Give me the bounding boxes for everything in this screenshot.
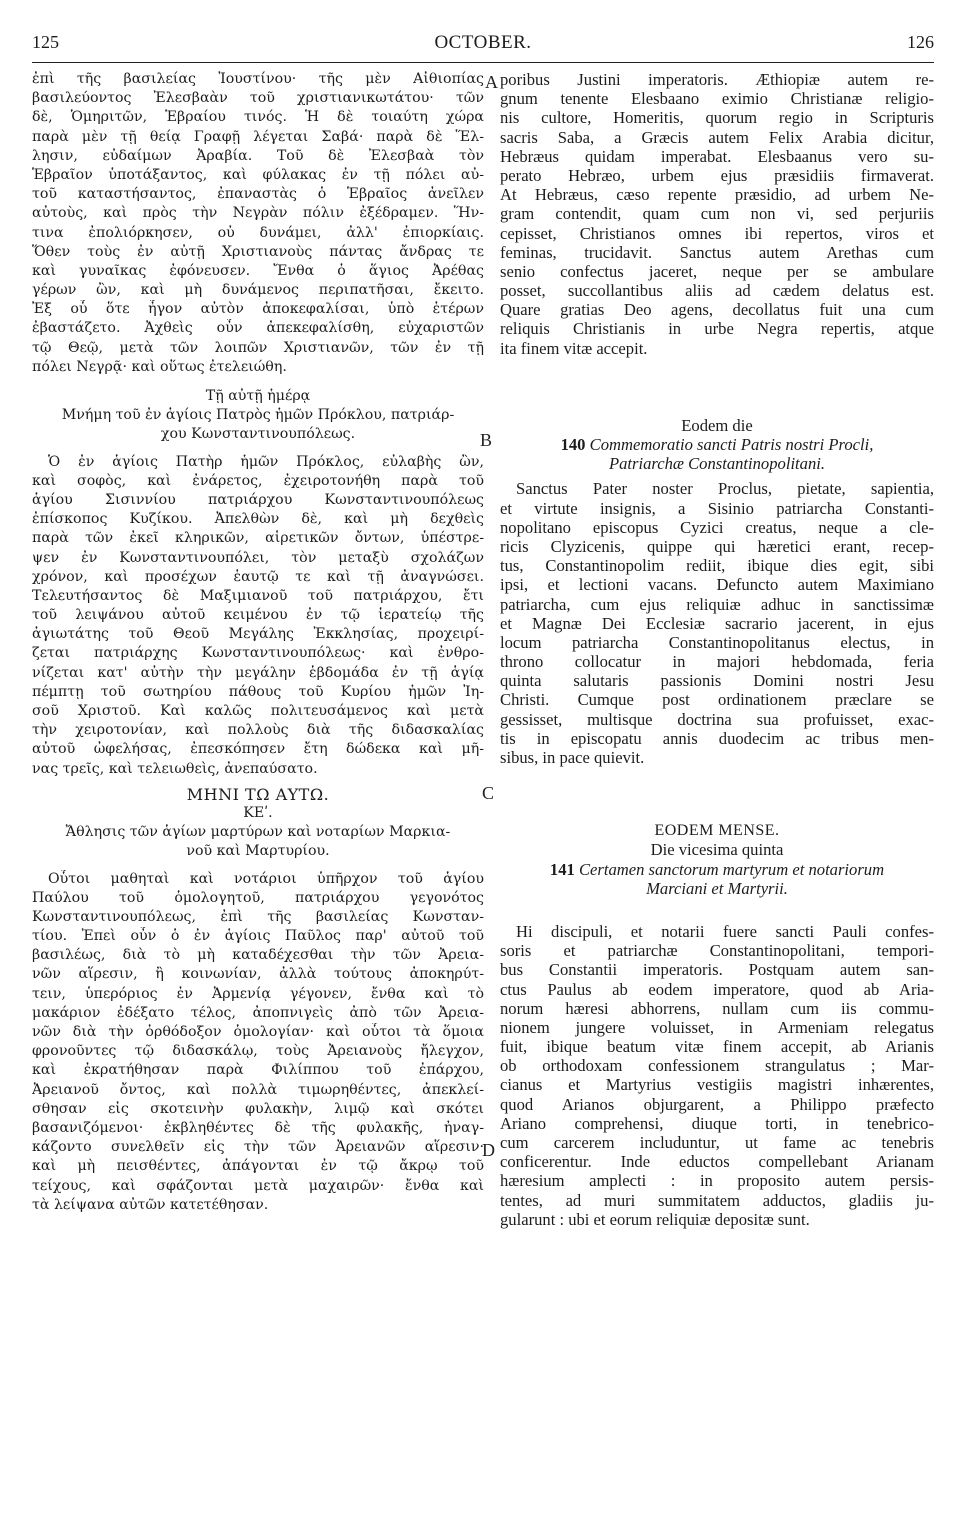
text-line: Quare gratias Deo agens, decollatus fuit una cum xyxy=(500,300,934,320)
latin-heading-eodem-mense: EODEM MENSE. xyxy=(654,822,780,840)
text-line: τὰ λείψανα αὐτῶν κατετέθησαν. xyxy=(32,1196,269,1213)
text-line: gram contendit, quam cum non vi, sed perjuriis xyxy=(500,204,934,224)
text-line: bus Constantii imperatoris. Postquam autem san- xyxy=(500,960,934,980)
text-line: Hebræus quidam imperabat. Elesbaanus vero su- xyxy=(500,146,934,166)
text-line: νας τρεῖς, καὶ τελειωθεὶς, ἀνεπαύσατο. xyxy=(32,760,318,777)
text-line: πέμπτῃ τοῦ σωτηρίου πάθους τοῦ Κυρίου ἡμῶν Ἰη- xyxy=(32,683,484,700)
text-line: Ὅθεν τοὺς ἐν αὐτῇ Χριστιανοὺς πάντας ἄνδρας τε xyxy=(32,243,484,260)
text-line: sibus, in pace quievit. xyxy=(500,748,645,767)
text-line: τὴν χειροτονίαν, καὶ πολλοὺς διὰ τῆς διδασκαλίας xyxy=(32,722,484,739)
text-line: nionem jungere voluisset, in Armeniam relegatus xyxy=(500,1017,934,1037)
text-line: tentes, ad muri summitatem adductos, gladiis ju- xyxy=(500,1190,934,1210)
text-line: λησιν, εὐδαίμων Ἀραβία. Τοῦ δὲ Ἐλεσβαὰ τὸν xyxy=(32,147,484,164)
text-line: χου Κωνσταντινουπόλεως. xyxy=(160,426,356,443)
text-line: Hi discipuli, et notarii fuere sancti Pauli confes- xyxy=(516,921,934,941)
text-line: σθησαν εἰς σκοτεινὴν φυλακὴν, λιμῷ καὶ σκότει xyxy=(32,1100,484,1117)
text-line: tis in episcopatu annis duodecim ac tribus men- xyxy=(500,728,934,748)
latin-heading-certamen-line-2: Marciani et Martyrii. xyxy=(646,878,788,898)
entry-number-140: 140 xyxy=(560,435,586,454)
text-line: senio confectus jaceret, neque per se ambulare xyxy=(500,261,934,281)
latin-heading-certamen xyxy=(500,860,934,879)
text-line: ἐπίσκοπος Κυζίκου. Ἀπελθὼν δὲ, καὶ μὴ δεχθεὶς xyxy=(32,511,484,528)
text-line: nis cultore, Homeritis, quorum regio in Scripturis xyxy=(500,108,934,128)
text-line: cum carcerem includuntur, ut fame ac tenebris xyxy=(500,1133,934,1152)
text-line: σοῦ Χριστοῦ. Καὶ καλῶς πολιτευσάμενος καὶ μετὰ xyxy=(32,703,484,719)
text-line: ψεν ἐν Κωνσταντινουπόλει, τὸν μεταξὺ σχολάζων xyxy=(32,549,484,566)
text-line: throno collocatur in majori hebdomada, feria xyxy=(500,652,934,672)
greek-heading-day-number: ΚΕʹ. xyxy=(243,804,273,821)
text-line: καὶ γυναῖκας ἐφόνευσεν. Ἔνθα ὁ ἅγιος Ἀρέθας xyxy=(32,262,484,279)
text-line: fuit, ibique beatum vitæ finem accepit, ab Arianis xyxy=(500,1037,934,1057)
text-line: καὶ ἐκρατήθησαν παρὰ Φιλίππου τοῦ ἐπάρχου, xyxy=(32,1062,484,1079)
latin-paragraph-proclus xyxy=(500,479,934,767)
text-line: ἁγίου Σισιννίου πατριάρχου Κωνσταντινουπόλεως xyxy=(32,491,484,508)
latin-heading-eodem-die: Eodem die xyxy=(681,415,753,435)
text-line: et virtute insignis, a Sisinio patriarcha Constanti- xyxy=(500,498,934,518)
text-line: patriarcha, cum ejus reliquiæ adhuc in sanctissimæ xyxy=(500,594,934,614)
text-line: βασιλεύοντος Ἐλεσβαὰν τοῦ χριστιανικωτάτου· τῶν xyxy=(32,90,484,107)
header-rule xyxy=(32,62,934,63)
text-line: νοῦ καὶ Μαρτυρίου. xyxy=(186,843,330,860)
text-line: παρὰ τῶν ἐκεῖ κληρικῶν, αἱρετικῶν ὄντων, ὑπέστρε- xyxy=(32,530,484,547)
text-line: τοῦ λειψάνου αὐτοῦ κειμένου ἐν τῷ ἱερατείῳ τῆς xyxy=(32,607,484,624)
text-line: ἐβαστάζετο. Ἀχθεὶς οὖν ἀπεκεφαλίσθη, εὐχαριστῶν xyxy=(32,320,484,337)
text-line: ctus Paulus ab eodem imperatore, quod ab Aria- xyxy=(500,979,934,999)
text-line: φρονοῦντες τῷ διδασκάλῳ, τοὺς Ἀρειανοὺς ἤλεγχον, xyxy=(32,1043,484,1060)
text-line: νίζεται κατ' αὐτὴν τὴν μεγάλην ἑβδομάδα ἐν τῇ ἁγίᾳ xyxy=(32,664,484,681)
text-line: Ὁ ἐν ἁγίοις Πατὴρ ἡμῶν Πρόκλος, εὐλαβὴς ὢν, xyxy=(48,453,484,470)
latin-heading-die-vicesima-quinta: Die vicesima quinta xyxy=(650,840,784,860)
page-number-right: 126 xyxy=(907,32,934,52)
text-line: ipsi, et lectioni vacans. Defuncto autem Maximiano xyxy=(500,575,934,595)
text-line: τοῦ καταστήσαντος, ἐπαναστὰς ὁ Ἑβραῖος ἀνεῖλεν xyxy=(32,186,484,203)
text-line: soris et patriarchæ Constantinopolitani, tempori- xyxy=(500,941,934,961)
text-line: poribus Justini imperatoris. Æthiopiæ autem re- xyxy=(500,70,934,89)
text-line: et Magnæ Dei Ecclesiæ sacrario jacerent, in ejus xyxy=(500,613,934,633)
text-line: locum patriarcha Constantinopolitanus electus, in xyxy=(500,632,934,652)
greek-heading-month: ΜΗΝΙ ΤΩ ΑΥΤΩ. xyxy=(186,784,330,804)
text-line: Παύλου τοῦ ὁμολογητοῦ, πατριάρχου γεγονότος xyxy=(32,889,484,906)
text-line: Μνήμη τοῦ ἐν ἁγίοις Πατρὸς ἡμῶν Πρόκλου, πατριάρ- xyxy=(61,407,455,424)
text-line: αὐτοῦ ὠφελήσας, ἐπεσκόπησεν ἔτη δώδεκα καὶ μῆ- xyxy=(32,741,484,758)
latin-heading-procli-line-2: Patriarchæ Constantinopolitani. xyxy=(608,454,826,474)
text-line: Ariano comprehensi, diuque torti, in tenebrico- xyxy=(500,1113,934,1133)
text-line: Ἀρειανοῦ ὄντος, καὶ πολλὰ τιμωρηθέντες, ἀπεκλεί- xyxy=(32,1081,484,1098)
greek-heading-same-day: Τῇ αὐτῇ ἡμέρᾳ xyxy=(205,388,311,404)
text-line: Sanctus Pater noster Proclus, pietate, sapientia, xyxy=(516,479,934,499)
text-line: ἁγιωτάτης τοῦ Θεοῦ Μεγάλης Ἐκκλησίας, προχειρί- xyxy=(32,626,484,643)
text-line: Οὗτοι μαθηταὶ καὶ νοτάριοι ὑπῆρχον τοῦ ἁγίου xyxy=(48,870,484,887)
latin-column xyxy=(500,70,934,1229)
text-line: μακάριον ἐδέξατο τέλος, ἀποπνιγεὶς ἀπὸ τῶν Ἀρεια- xyxy=(32,1004,484,1021)
text-line: δὲ, Ὁμηριτῶν, Ἑβραίου τινός. Ἡ δὲ τοιαύτη χώρα xyxy=(32,109,484,126)
text-line: πόλει Νεγρᾷ· καὶ οὕτως ἐτελειώθη. xyxy=(32,358,287,375)
text-line: τίου. Ἐπεὶ οὖν ὁ ἐν ἁγίοις Παῦλος παρ' αὐτοῦ τοῦ xyxy=(32,928,484,945)
text-line: χρόνον, καὶ προσέχων ἑαυτῷ τε καὶ τῇ ἀναγνώσει. xyxy=(32,568,484,585)
text-line: gnum tenente Elesbaano eximio Christianæ religio- xyxy=(500,89,934,109)
greek-column xyxy=(32,70,484,1215)
latin-paragraph-martyrs xyxy=(500,922,934,1229)
text-line: καὶ σοφὸς, καὶ ἐνάρετος, ἐχειροτονήθη παρὰ τοῦ xyxy=(32,472,484,489)
text-line: perato Hebræo, urbem ejus præsidiis firmaverat. xyxy=(500,165,934,185)
text-line: νῶν διὰ τὴν ὀρθόδοξον ὁμολογίαν· καὶ οὗτοι τὰ ὅμοια xyxy=(32,1024,484,1040)
text-line: sacris Saba, a Græcis autem Felix Arabia dicitur, xyxy=(500,127,934,147)
text-line: Τελευτήσαντος δὲ Μαξιμιανοῦ τοῦ πατριάρχου, ἔτι xyxy=(32,587,484,604)
greek-paragraph-martyrs xyxy=(32,870,484,1215)
text-line: norum hæresi abhorrens, nullam cum iis commu- xyxy=(500,998,934,1018)
text-line: reliquis Christianis in urbe Negra repertis, atque xyxy=(500,319,934,339)
text-line: ἐπὶ τῆς βασιλείας Ἰουστίνου· τῆς μὲν Αἰθιοπίας xyxy=(32,71,484,87)
text-line: Κωνσταντινουπόλεως, ἐπὶ τῆς βασιλείας Κωνσταν- xyxy=(32,908,484,925)
text-line: ζεται πατριάρχης Κωνσταντινουπόλεως· καὶ ἐνθρο- xyxy=(32,645,484,662)
text-line: posset, succollantibus aliis ad cædem delatus est. xyxy=(500,281,934,301)
latin-heading-procli xyxy=(500,435,934,454)
text-line: At Hebræus, cæso repente præsidio, ad urbem Ne- xyxy=(500,185,934,205)
text-line: gessisset, multisque doctrina sua profuisset, exac- xyxy=(500,709,934,729)
text-line: cepisset, Christianos omnes ibi repertos, viros et xyxy=(500,223,934,243)
latin-heading-procli-line-1: Commemoratio sancti Patris nostri Procli, xyxy=(589,435,874,454)
text-line: αὐτοὺς, καὶ πρὸς τὴν Νεγρὰν πόλιν ἐξέδραμεν. Ἥν- xyxy=(32,205,484,222)
greek-heading-martyrs xyxy=(32,823,484,861)
text-line: γέρων ὢν, καὶ μὴ δυνάμενος περιπατῆσαι, ἔκειτο. xyxy=(32,282,484,299)
text-line: ricis Clyzicenis, quippe qui hæretici erant, recep- xyxy=(500,536,934,556)
latin-heading-certamen-line-1: Certamen sanctorum martyrum et notariorum xyxy=(578,859,885,879)
text-line: cianus et Martyrius vestigiis magistri inhærentes, xyxy=(500,1075,934,1095)
text-line: ob orthodoxam confessionem strangulatus ; Mar- xyxy=(500,1056,934,1076)
text-line: Christi. Cumque post ordinationem præclare se xyxy=(500,690,934,710)
text-line: conficerentur. Inde eductos compellebant Arianam xyxy=(500,1152,934,1172)
page-header xyxy=(32,26,934,56)
greek-heading-proclus xyxy=(32,406,484,444)
text-line: τινα ἐπολιόρκησεν, οὐ δυνάμει, ἀλλ' ἐπιορκίαις. xyxy=(32,224,484,241)
text-line: κάζοντο συνελθεῖν εἰς τὴν τῶν Ἀρειανῶν αἵρεσιν· xyxy=(32,1139,484,1156)
text-line: τῷ Θεῷ, μετὰ τῶν λοιπῶν Χριστιανῶν, τῶν ἐν τῇ xyxy=(32,339,484,356)
greek-paragraph-arethas xyxy=(32,70,484,377)
margin-marker-c: C xyxy=(482,783,495,803)
text-line: gularunt : ubi et eorum reliquiæ depositæ sunt. xyxy=(500,1209,810,1229)
text-line: quinta salutaris passionis Domini nostri Jesu xyxy=(500,671,934,691)
text-line: βασανιζόμενοι· ἐκβληθέντες δὲ τῆς φυλακῆς, ἠναγ- xyxy=(32,1119,484,1136)
text-line: tus, Constantinopolim rediit, ibique dies egit, sibi xyxy=(500,556,934,576)
margin-marker-a: A xyxy=(485,72,498,92)
running-title: OCTOBER. xyxy=(434,32,532,53)
text-line: Ἑβραῖον ὑποτάξαντος, καὶ φύλακας ἐν τῇ πόλει αὐ- xyxy=(32,166,484,183)
entry-number-141: 141 xyxy=(549,859,575,879)
greek-paragraph-proclus xyxy=(32,453,484,779)
margin-marker-d: D xyxy=(482,1140,495,1160)
text-line: nopolitano episcopus Cyzici creatus, neque a cle- xyxy=(500,517,934,537)
margin-marker-b: B xyxy=(480,430,493,450)
text-line: βασιλέως, διὰ τὸ μὴ καταδέχεσθαι τὴν τῶν Ἀρεια- xyxy=(32,947,484,964)
text-line: quod Arianos objurgarent, a Philippo præfecto xyxy=(500,1094,934,1114)
text-line: hæresium amplecti : in proposito autem persis- xyxy=(500,1171,934,1191)
text-line: καὶ μὴ πεισθέντες, ἀπάγονται ἐν τῷ ἄκρῳ τοῦ xyxy=(32,1158,484,1175)
text-line: νῶν αἵρεσιν, ἢ κοινωνίαν, ἀλλὰ τούτους ἀποκηρύτ- xyxy=(32,966,484,983)
latin-paragraph-arethas xyxy=(500,70,934,358)
text-line: feminas, trucidavit. Sanctus autem Arethas cum xyxy=(500,242,934,262)
text-line: Ἐξ οὗ ὅτε ἦγον αὐτὸν ἀποκεφαλίσαι, ὑπὸ ἑτέρων xyxy=(32,301,484,318)
text-line: τειν, ὑπερόριος ἐν Ἀρμενίᾳ γέγονεν, ἔνθα καὶ τὸ xyxy=(32,985,484,1002)
text-line: παρὰ μὲν τῇ θείᾳ Γραφῇ λέγεται Σαβά· παρὰ δὲ Ἕλ- xyxy=(32,128,484,145)
text-line: ita finem vitæ accepit. xyxy=(500,338,648,358)
text-line: Ἄθλησις τῶν ἁγίων μαρτύρων καὶ νοταρίων Μαρκια- xyxy=(65,824,451,841)
page-number-left: 125 xyxy=(32,32,59,52)
text-line: τείχους, καὶ σφάζονται μετὰ μαχαιρῶν· ἔνθα καὶ xyxy=(32,1177,484,1194)
